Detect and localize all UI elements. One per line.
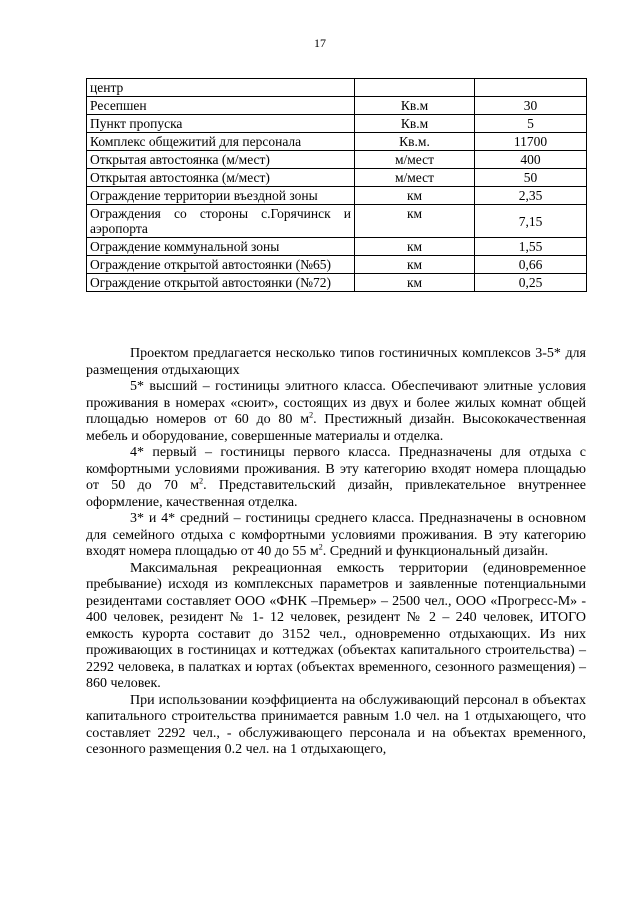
body-text: [86, 346, 586, 759]
paragraph-five-star: [86, 379, 586, 445]
paragraph-staff: При использовании коэффициента на обслуживающий персонал в объектах капитального строительства принимается равным 1.0 чел. на 1 отдыхающего, что составляет 2292 чел., - обслуживающего персонала и на объектах временного, сезонного размещения 0.2 чел. на 1 отдыхающего,: [86, 692, 586, 757]
row-value: 11700: [475, 133, 587, 151]
row-name: Открытая автостоянка (м/мест): [87, 151, 355, 169]
row-value: 30: [475, 97, 587, 115]
superscript: 2: [199, 476, 204, 486]
paragraph-text: . Престижный дизайн. Высококачественная мебель и оборудование, совершенные материалы и отделка.: [86, 412, 586, 444]
page-number: 17: [314, 36, 326, 50]
row-value: 1,55: [475, 238, 587, 256]
table-row: [87, 79, 587, 97]
row-name: Ограждение открытой автостоянки (№65): [87, 256, 355, 274]
row-value: 0,25: [475, 274, 587, 292]
row-name: Ограждение территории въездной зоны: [87, 187, 355, 205]
row-name: Комплекс общежитий для персонала: [87, 133, 355, 151]
facilities-table: [86, 78, 587, 292]
row-unit: [355, 79, 475, 97]
row-unit: м/мест: [355, 169, 475, 187]
row-unit: км: [355, 274, 475, 292]
table-row: [87, 97, 587, 115]
row-value: 400: [475, 151, 587, 169]
row-unit: м/мест: [355, 151, 475, 169]
paragraph-text: 4* первый – гостиницы первого класса. Предназначены для отдыха с комфортными условиями проживания. В эту категорию входят номера площадью от 50 до 70 м: [86, 445, 586, 493]
paragraph-text: 3* и 4* средний – гостиницы среднего класса. Предназначены в основном для семейного отдыха с комфортными условиями проживания. В эту категорию входят номера площадью от 40 до 55 м: [86, 511, 586, 559]
row-unit: Кв.м: [355, 97, 475, 115]
row-name: Открытая автостоянка (м/мест): [87, 169, 355, 187]
row-unit: Кв.м.: [355, 133, 475, 151]
row-unit: км: [355, 238, 475, 256]
table-row: [87, 187, 587, 205]
table-row: [87, 151, 587, 169]
superscript: 2: [309, 410, 314, 420]
row-unit: Кв.м: [355, 115, 475, 133]
paragraph-capacity: Максимальная рекреационная емкость территории (единовременное пребывание) исходя из комплексных параметров и заявленные потенциальными резидентами составляет ООО «ФНК –Премьер» – 2500 чел., ООО «Прогресс-М» - 400 человек, резидент № 1- 12 человек, резидент № 2 – 240 человек, ИТОГО емкость курорта составит до 3152 чел., одновременно отдыхающих. Из них проживающих в гостиницах и коттеджах (объектах капитального строительства) – 2292 человека, в палатках и юртах (объектах временного, сезонного размещения) – 860 человек.: [86, 560, 586, 691]
table-row: [87, 169, 587, 187]
row-value: 50: [475, 169, 587, 187]
table-row: [87, 238, 587, 256]
table-row: [87, 115, 587, 133]
superscript: 2: [318, 542, 323, 552]
paragraph-four-star: [86, 445, 586, 511]
row-unit: км: [355, 205, 475, 238]
row-value: 2,35: [475, 187, 587, 205]
row-value: [475, 79, 587, 97]
table-row: [87, 256, 587, 274]
paragraph-text: 5* высший – гостиницы элитного класса. Обеспечивают элитные условия проживания в номерах «сюит», состоящих из двух и более жилых комнат общей площадью номеров от 60 до 80 м: [86, 379, 586, 427]
row-name: Ресепшен: [87, 97, 355, 115]
table-row: [87, 133, 587, 151]
row-name: центр: [87, 79, 355, 97]
table-row: [87, 274, 587, 292]
table-row: [87, 205, 587, 238]
row-value: 0,66: [475, 256, 587, 274]
row-value: 5: [475, 115, 587, 133]
paragraph-text: . Представительский дизайн, привлекательное внутреннее оформление, качественная отделка.: [86, 478, 587, 510]
row-name: Ограждение открытой автостоянки (№72): [87, 274, 355, 292]
row-name: Ограждение коммунальной зоны: [87, 238, 355, 256]
paragraph-hotel-types: Проектом предлагается несколько типов гостиничных комплексов 3-5* для размещения отдыхающих: [86, 346, 586, 378]
row-value: 7,15: [475, 205, 587, 238]
row-name: Пункт пропуска: [87, 115, 355, 133]
paragraph-text: . Средний и функциональный дизайн.: [322, 544, 549, 559]
row-unit: км: [355, 187, 475, 205]
row-unit: км: [355, 256, 475, 274]
paragraph-three-star: [86, 511, 586, 561]
row-name: Ограждения со стороны с.Горячинск и аэропорта: [87, 205, 355, 238]
